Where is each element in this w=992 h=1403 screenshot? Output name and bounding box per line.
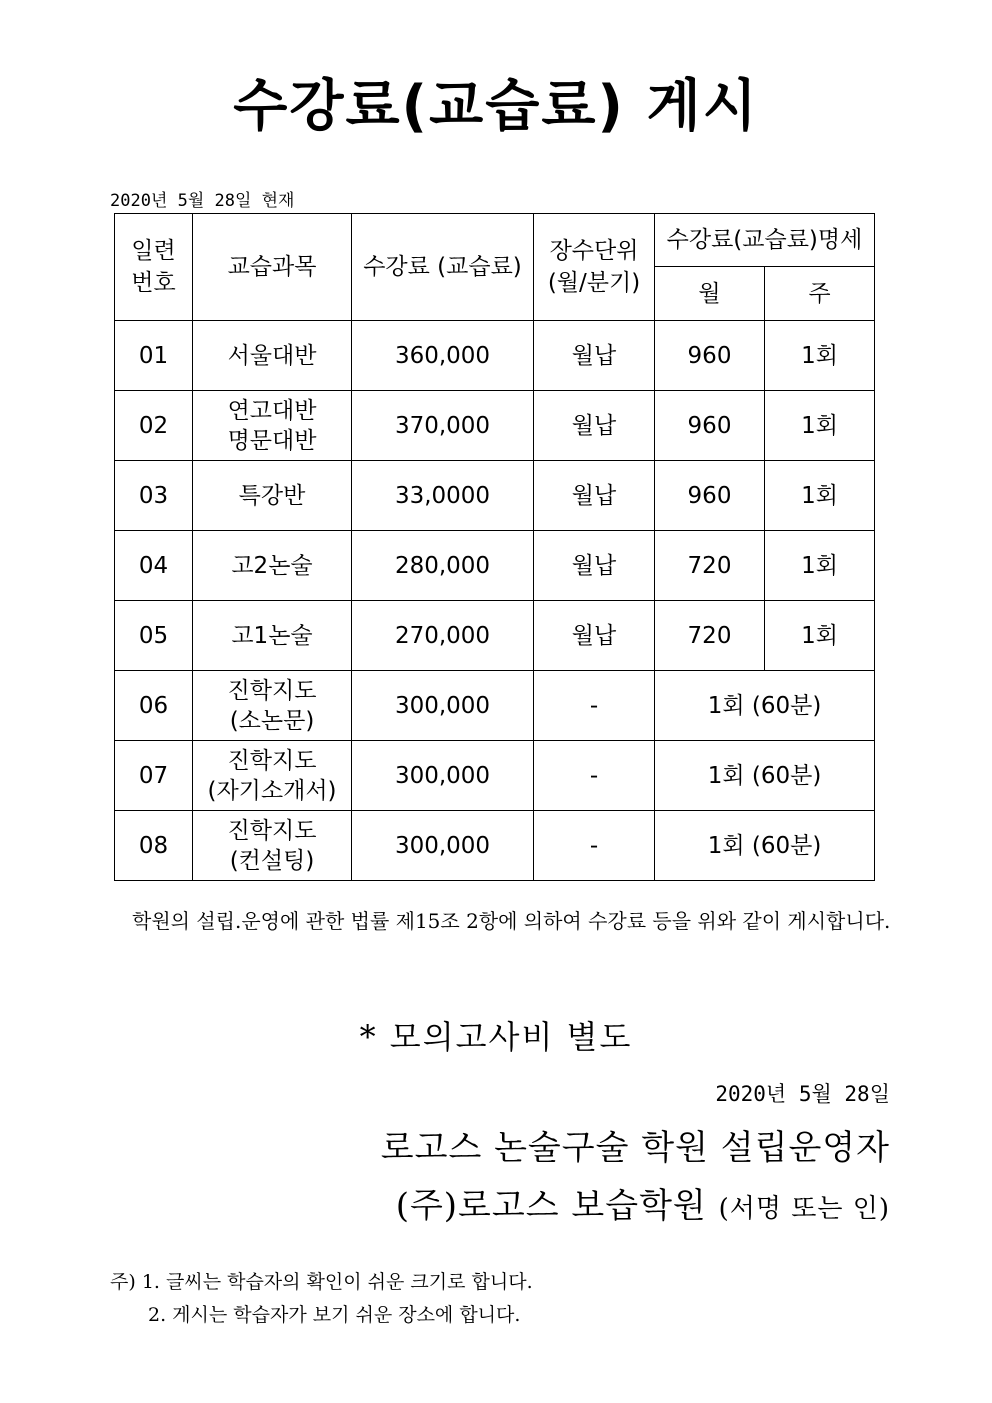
header-fee: 수강료 (교습료) [352,214,534,321]
row-subject-line: 진학지도 [227,677,317,704]
row-fee: 300,000 [352,741,534,811]
row-week: 1회 [765,601,875,671]
row-unit: 월납 [534,321,655,391]
row-subject [193,601,352,671]
header-subject: 교습과목 [193,214,352,321]
row-subject-line: 서울대반 [227,342,317,369]
page-title: 수강료(교습료) 게시 [233,74,759,139]
row-unit: 월납 [534,461,655,531]
row-number: 05 [115,601,193,671]
header-unit [534,214,655,321]
table-row [115,671,875,741]
footnote-prefix: 주) [110,1271,136,1293]
row-week: 1회 [765,531,875,601]
table-header-row [115,214,875,267]
row-unit: - [534,811,655,881]
row-subject-line: 특강반 [238,482,306,509]
row-month: 960 [655,391,765,461]
row-week: 1회 [765,321,875,391]
row-number: 03 [115,461,193,531]
footnote-2 [148,1300,520,1327]
row-fee: 270,000 [352,601,534,671]
table-row [115,601,875,671]
row-subject-line: 고2논술 [231,552,313,579]
header-serial-line: 번호 [131,270,176,296]
header-detail: 수강료(교습료)명세 [655,214,875,267]
row-month: 960 [655,461,765,531]
row-number: 07 [115,741,193,811]
row-fee: 360,000 [352,321,534,391]
legal-notice: 학원의 설립.운영에 관한 법률 제15조 2항에 의하여 수강료 등을 위와 같이 게시합니다. [132,909,891,933]
row-fee: 370,000 [352,391,534,461]
row-unit: 월납 [534,531,655,601]
row-number: 02 [115,391,193,461]
footnote-text: 2. 게시는 학습자가 보기 쉬운 장소에 합니다. [148,1304,521,1326]
row-detail: 1회 (60분) [655,671,875,741]
row-number: 06 [115,671,193,741]
row-subject-line: 진학지도 [227,747,317,774]
table-row [115,531,875,601]
operator-line [396,1178,890,1227]
row-unit: 월납 [534,391,655,461]
operator-name: (주)로고스 보습학원 [395,1186,707,1226]
header-serial [115,214,193,321]
row-subject-line: 진학지도 [227,817,317,844]
row-number: 04 [115,531,193,601]
row-unit: 월납 [534,601,655,671]
row-fee: 280,000 [352,531,534,601]
row-month: 720 [655,601,765,671]
row-unit: - [534,671,655,741]
row-number: 01 [115,321,193,391]
row-subject [193,391,352,461]
row-week: 1회 [765,461,875,531]
row-subject [193,741,352,811]
row-fee: 300,000 [352,671,534,741]
as-of-date: 2020년 5월 28일 현재 [110,191,295,211]
fee-table [114,213,875,881]
row-subject [193,531,352,601]
row-unit: - [534,741,655,811]
row-month: 720 [655,531,765,601]
row-subject-line: 고1논술 [231,622,313,649]
header-unit-line: (월/분기) [547,270,641,296]
header-week: 주 [765,267,875,321]
row-subject [193,321,352,391]
row-detail: 1회 (60분) [655,811,875,881]
footnote-text: 1. 글씨는 학습자의 확인이 쉬운 크기로 합니다. [141,1271,533,1293]
signature-placeholder: (서명 또는 인) [718,1194,890,1224]
table-row [115,321,875,391]
organization-name: 로고스 논술구술 학원 설립운영자 [380,1128,890,1168]
table-row [115,811,875,881]
row-detail: 1회 (60분) [655,741,875,811]
row-subject-line: (컨설팅) [229,847,315,874]
footnote-1 [110,1267,533,1294]
row-subject-line: (소논문) [229,707,315,734]
header-serial-line: 일련 [131,238,176,264]
header-month: 월 [655,267,765,321]
table-row [115,391,875,461]
row-week: 1회 [765,391,875,461]
row-fee: 33,0000 [352,461,534,531]
row-number: 08 [115,811,193,881]
table-row [115,741,875,811]
signing-date: 2020년 5월 28일 [715,1082,890,1106]
row-subject [193,811,352,881]
row-subject [193,671,352,741]
mock-exam-note: * 모의고사비 별도 [359,1018,633,1056]
row-subject-line: 명문대반 [227,427,317,454]
header-unit-line: 장수단위 [549,238,639,264]
row-subject-line: 연고대반 [227,397,317,424]
row-subject-line: (자기소개서) [207,777,337,804]
row-fee: 300,000 [352,811,534,881]
row-month: 960 [655,321,765,391]
row-subject [193,461,352,531]
table-row [115,461,875,531]
